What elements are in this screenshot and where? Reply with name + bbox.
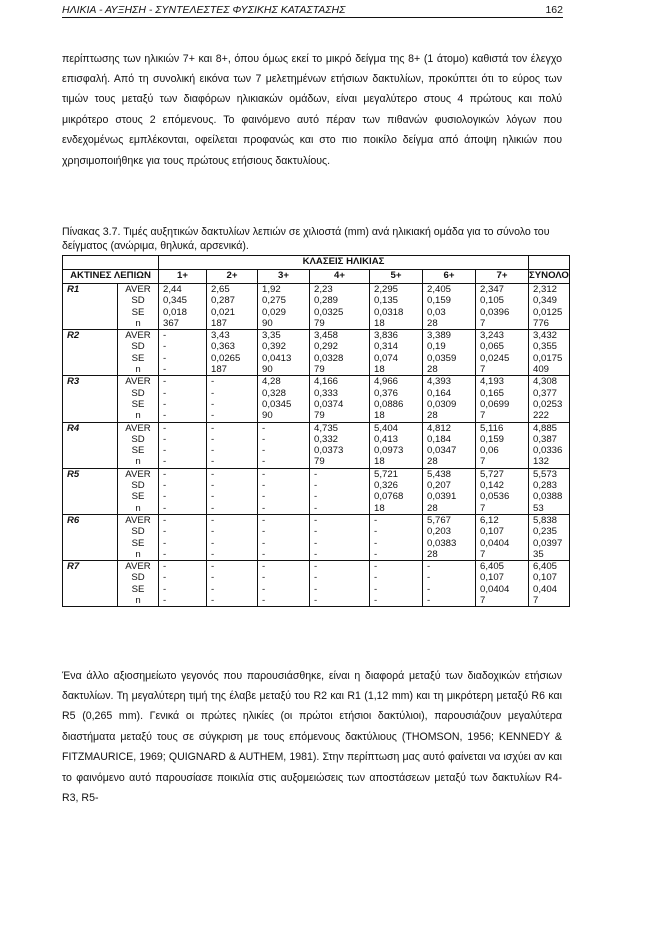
intro-paragraph: περίπτωσης των ηλικιών 7+ και 8+, όπου όμως εκεί το μικρό δείγμα της 8+ (1 άτομο) καθιστά τον έλεγχο επισφαλή. Από τη συνολική εικόνα των 7 μελετημένων ετήσιων δακτυλίων, προκύπτει ότι το εύρος των τιμών τους μεταξύ των διαφόρων ηλικιακών ομάδων, είναι μεγαλύτερο στους 4 πρώτους και πολύ μικρότερο στους 2 επόμενους. Το φαινόμενο αυτό πέραν των πιθανών φυσιολογικών λόγων που ενδεχομένως εμπλέκονται, οφείλεται προφανώς και στο πιο ποικίλο δείγμα από άποψη ηλικιών που χρησιμοποιήθηκε για τους πρώτους ετήσιους δακτυλίους. (62, 52, 562, 167)
table-cell: - - - - (159, 422, 207, 468)
table-row (63, 376, 570, 422)
table-cell: - - - - (159, 514, 207, 560)
page-number: 162 (545, 4, 563, 16)
ring-label: R3 (63, 376, 118, 422)
table-cell: 2,295 0,135 0,0318 18 (370, 284, 423, 330)
age-class-table (62, 255, 570, 607)
ring-label: R4 (63, 422, 118, 468)
table-cell: 2,347 0,105 0,0396 7 (476, 284, 529, 330)
ring-label: R7 (63, 561, 118, 607)
table-cell: - - - - (207, 561, 258, 607)
stat-labels: AVER SD SE n (118, 468, 159, 514)
stat-labels: AVER SD SE n (118, 514, 159, 560)
stat-labels: AVER SD SE n (118, 561, 159, 607)
table-cell: 4,812 0,184 0,0347 28 (423, 422, 476, 468)
total-cell: 3,432 0,355 0,0175 409 (529, 330, 570, 376)
age-classes-header: ΚΛΑΣΕΙΣ ΗΛΙΚΙΑΣ (159, 256, 529, 270)
table-cell: - - - - (258, 514, 310, 560)
table-cell: - - - - (159, 561, 207, 607)
table-cell: 4,28 0,328 0,0345 90 (258, 376, 310, 422)
table-row (63, 514, 570, 560)
table-cell: - - - - (423, 561, 476, 607)
table-cell: 3,458 0,292 0,0328 79 (310, 330, 370, 376)
table-cell: - - - - (310, 561, 370, 607)
total-cell: 2,312 0,349 0,0125 776 (529, 284, 570, 330)
table-cell: 2,405 0,159 0,03 28 (423, 284, 476, 330)
ring-label: R5 (63, 468, 118, 514)
table-cell: - - - - (310, 468, 370, 514)
table-cell: - - - - (207, 468, 258, 514)
table-cell: 5,404 0,413 0,0973 18 (370, 422, 423, 468)
table-row (63, 468, 570, 514)
running-title: ΗΛΙΚΙΑ - ΑΥΞΗΣΗ - ΣΥΝΤΕΛΕΣΤΕΣ ΦΥΣΙΚΗΣ ΚΑΤΑΣΤΑΣΗΣ (62, 4, 346, 16)
table-cell: - - - - (310, 514, 370, 560)
total-cell: 5,573 0,283 0,0388 53 (529, 468, 570, 514)
table-cell: 5,116 0,159 0,06 7 (476, 422, 529, 468)
table-cell: 1,92 0,275 0,029 90 (258, 284, 310, 330)
age-col-header: 7+ (476, 270, 529, 284)
table-cell: 4,393 0,164 0,0309 28 (423, 376, 476, 422)
table-cell: 2,44 0,345 0,018 367 (159, 284, 207, 330)
table-cell: 4,193 0,165 0,0699 7 (476, 376, 529, 422)
ring-label: R6 (63, 514, 118, 560)
total-col-header: ΣΥΝΟΛΟ (529, 270, 570, 284)
table-cell: - - - - (207, 376, 258, 422)
rings-header: ΑΚΤΙΝΕΣ ΛΕΠΙΩΝ (63, 270, 159, 284)
stat-labels: AVER SD SE n (118, 376, 159, 422)
table-cell: 3,43 0,363 0,0265 187 (207, 330, 258, 376)
stat-labels: AVER SD SE n (118, 422, 159, 468)
closing-paragraph: Ένα άλλο αξιοσημείωτο γεγονός που παρουσιάσθηκε, είναι η διαφορά μεταξύ των διαδοχικών ετήσιων δακτυλίων. Τη μεγαλύτερη τιμή της έλαβε μεταξύ του R2 και R1 (1,12 mm) και τη μικρότερη μεταξύ R6 και R5 (0,265 mm). Γενικά οι πρώτες ηλικίες (οι πρώτοι ετήσιοι δακτύλιοι), παρουσιάζουν μεγαλύτερα διαστήματα μεταξύ τους σε σύγκριση με τους επόμενους δακτύλιους (THOMSON, 1956; KENNEDY & FITZMAURICE, 1969; QUIGNARD & AUTHEM, 1981). Στην περίπτωση μας αυτό φαίνεται να ισχύει αν και το φαινόμενο αυτό παρουσίασε ποικιλία στις αυξομειώσεις των αποστάσεων μεταξύ των δακτυλίων R4-R3, R5- (62, 669, 562, 805)
table-cell: 6,405 0,107 0,0404 7 (476, 561, 529, 607)
table-cell: - - - - (159, 330, 207, 376)
table-cell: - - - - (159, 376, 207, 422)
total-cell: 6,405 0,107 0,404 7 (529, 561, 570, 607)
table-cell: - - - - (258, 561, 310, 607)
table-row (63, 284, 570, 330)
table-cell: - - - - (370, 561, 423, 607)
table-cell: 3,836 0,314 0,074 18 (370, 330, 423, 376)
table-cell: 3,243 0,065 0,0245 7 (476, 330, 529, 376)
table-cell: 4,735 0,332 0,0373 79 (310, 422, 370, 468)
table-row (63, 422, 570, 468)
table-cell: 4,966 0,376 0,0886 18 (370, 376, 423, 422)
age-col-header: 3+ (258, 270, 310, 284)
table-row (63, 561, 570, 607)
age-col-header: 1+ (159, 270, 207, 284)
stat-labels: AVER SD SE n (118, 284, 159, 330)
table-cell: 4,166 0,333 0,0374 79 (310, 376, 370, 422)
total-cell: 4,885 0,387 0,0336 132 (529, 422, 570, 468)
ring-label: R2 (63, 330, 118, 376)
table-row (63, 330, 570, 376)
age-col-header: 5+ (370, 270, 423, 284)
table-cell: 2,23 0,289 0,0325 79 (310, 284, 370, 330)
total-cell: 4,308 0,377 0,0253 222 (529, 376, 570, 422)
table-cell: 5,438 0,207 0,0391 28 (423, 468, 476, 514)
age-col-header: 6+ (423, 270, 476, 284)
table-cell: - - - - (258, 468, 310, 514)
table-cell: - - - - (207, 422, 258, 468)
total-cell: 5,838 0,235 0,0397 35 (529, 514, 570, 560)
table-cell: 3,389 0,19 0,0359 28 (423, 330, 476, 376)
table-caption: Πίνακας 3.7. Τιμές αυξητικών δακτυλίων λεπιών σε χιλιοστά (mm) ανά ηλικιακή ομάδα για το σύνολο του δείγματος (ανώριμα, θηλυκά, αρσενικά). (62, 225, 550, 253)
table-cell: 3,35 0,392 0,0413 90 (258, 330, 310, 376)
table-cell: 5,721 0,326 0,0768 18 (370, 468, 423, 514)
table-cell: 5,727 0,142 0,0536 7 (476, 468, 529, 514)
stat-labels: AVER SD SE n (118, 330, 159, 376)
age-col-header: 2+ (207, 270, 258, 284)
table-cell: 5,767 0,203 0,0383 28 (423, 514, 476, 560)
table-cell: - - - - (207, 514, 258, 560)
age-col-header: 4+ (310, 270, 370, 284)
table-cell: - - - - (258, 422, 310, 468)
table-cell: - - - - (159, 468, 207, 514)
table-cell: - - - - (370, 514, 423, 560)
table-cell: 2,65 0,287 0,021 187 (207, 284, 258, 330)
table-cell: 6,12 0,107 0,0404 7 (476, 514, 529, 560)
ring-label: R1 (63, 284, 118, 330)
running-header (62, 4, 563, 18)
